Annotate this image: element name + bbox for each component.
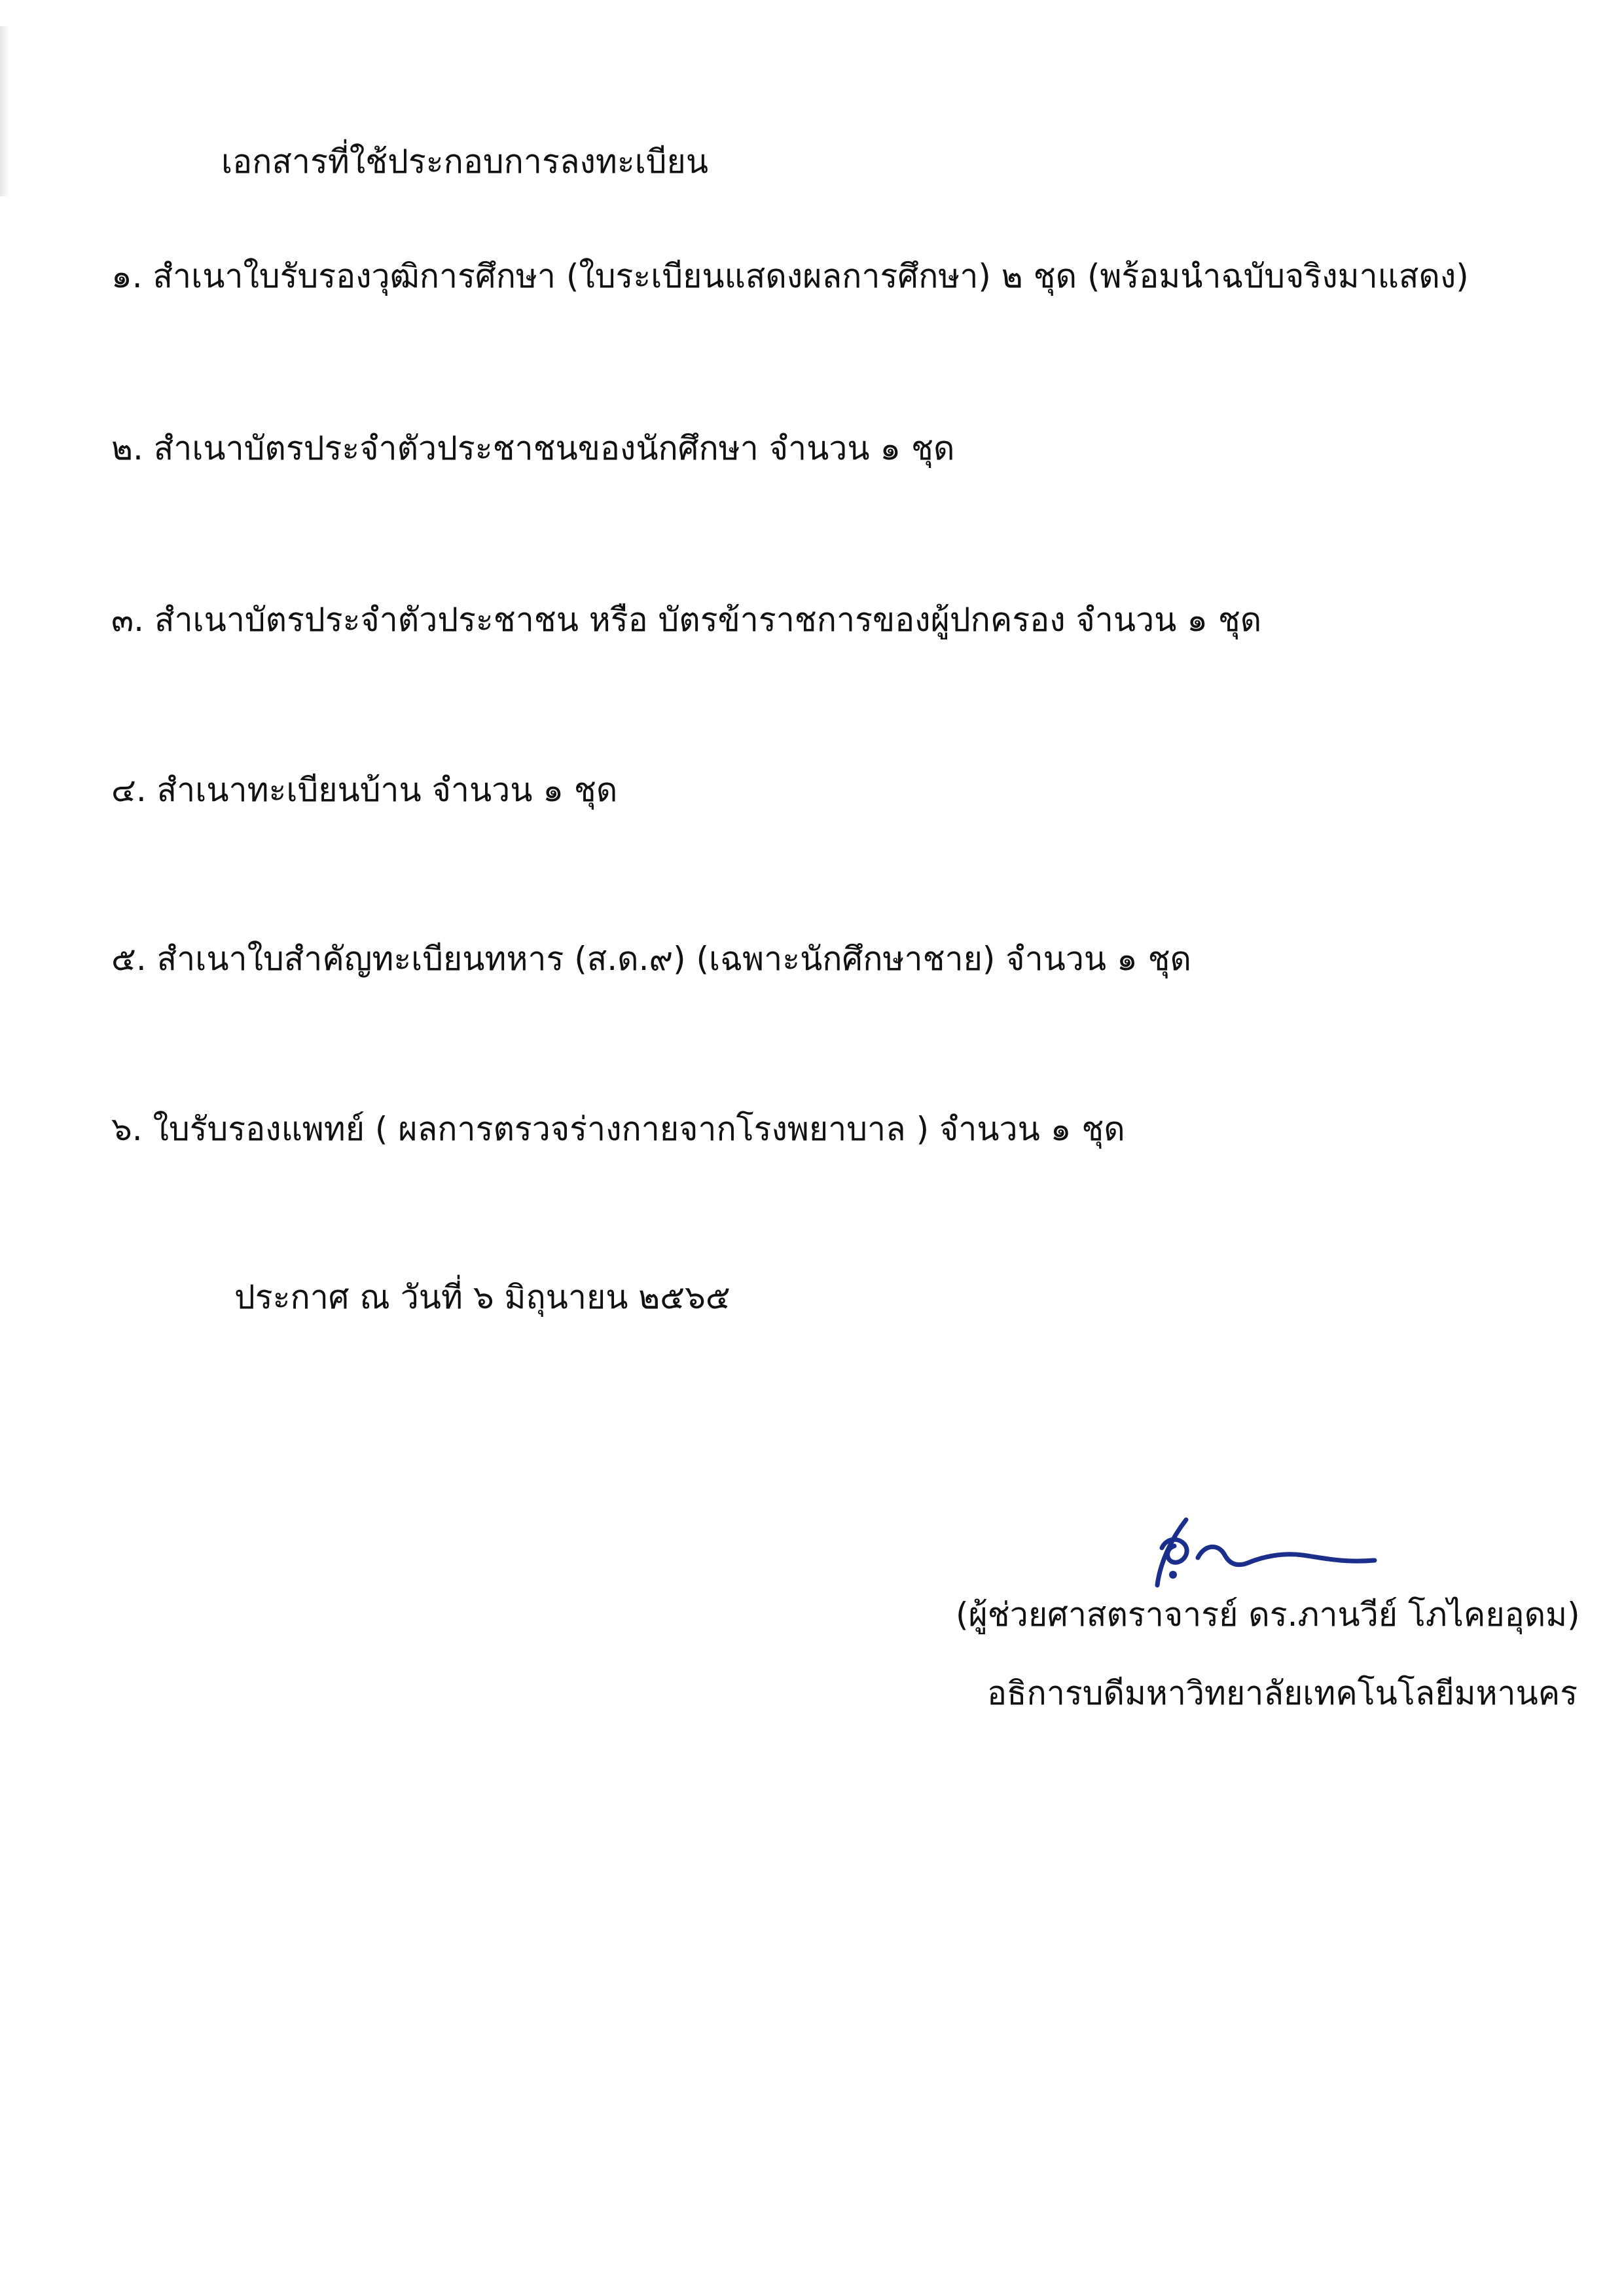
handwritten-signature [1126,1512,1388,1604]
list-item: ๑. สำเนาใบรับรองวุฒิการศึกษา (ใบระเบียนแสดงผลการศึกษา) ๒ ชุด (พร้อมนำฉบับจริงมาแสดง) [111,257,1469,295]
list-item: ๕. สำเนาใบสำคัญทะเบียนทหาร (ส.ด.๙) (เฉพาะนักศึกษาชาย) จำนวน ๑ ชุด [111,940,1192,978]
announcement-date: ประกาศ ณ วันที่ ๖ มิถุนายน ๒๕๖๕ [234,1278,731,1316]
list-item: ๔. สำเนาทะเบียนบ้าน จำนวน ๑ ชุด [111,771,618,809]
signer-title: อธิการบดีมหาวิทยาลัยเทคโนโลยีมหานคร [987,1674,1578,1712]
document-heading: เอกสารที่ใช้ประกอบการลงทะเบียน [221,143,709,181]
scan-page-edge [0,26,9,196]
list-item: ๖. ใบรับรองแพทย์ ( ผลการตรวจร่างกายจากโรงพยาบาล ) จำนวน ๑ ชุด [111,1110,1125,1148]
list-item: ๓. สำเนาบัตรประจำตัวประชาชน หรือ บัตรข้าราชการของผู้ปกครอง จำนวน ๑ ชุด [111,601,1262,639]
signer-name: (ผู้ช่วยศาสตราจารย์ ดร.ภานวีย์ โภไคยอุดม) [956,1596,1580,1634]
list-item: ๒. สำเนาบัตรประจำตัวประชาชนของนักศึกษา จำนวน ๑ ชุด [111,429,955,467]
